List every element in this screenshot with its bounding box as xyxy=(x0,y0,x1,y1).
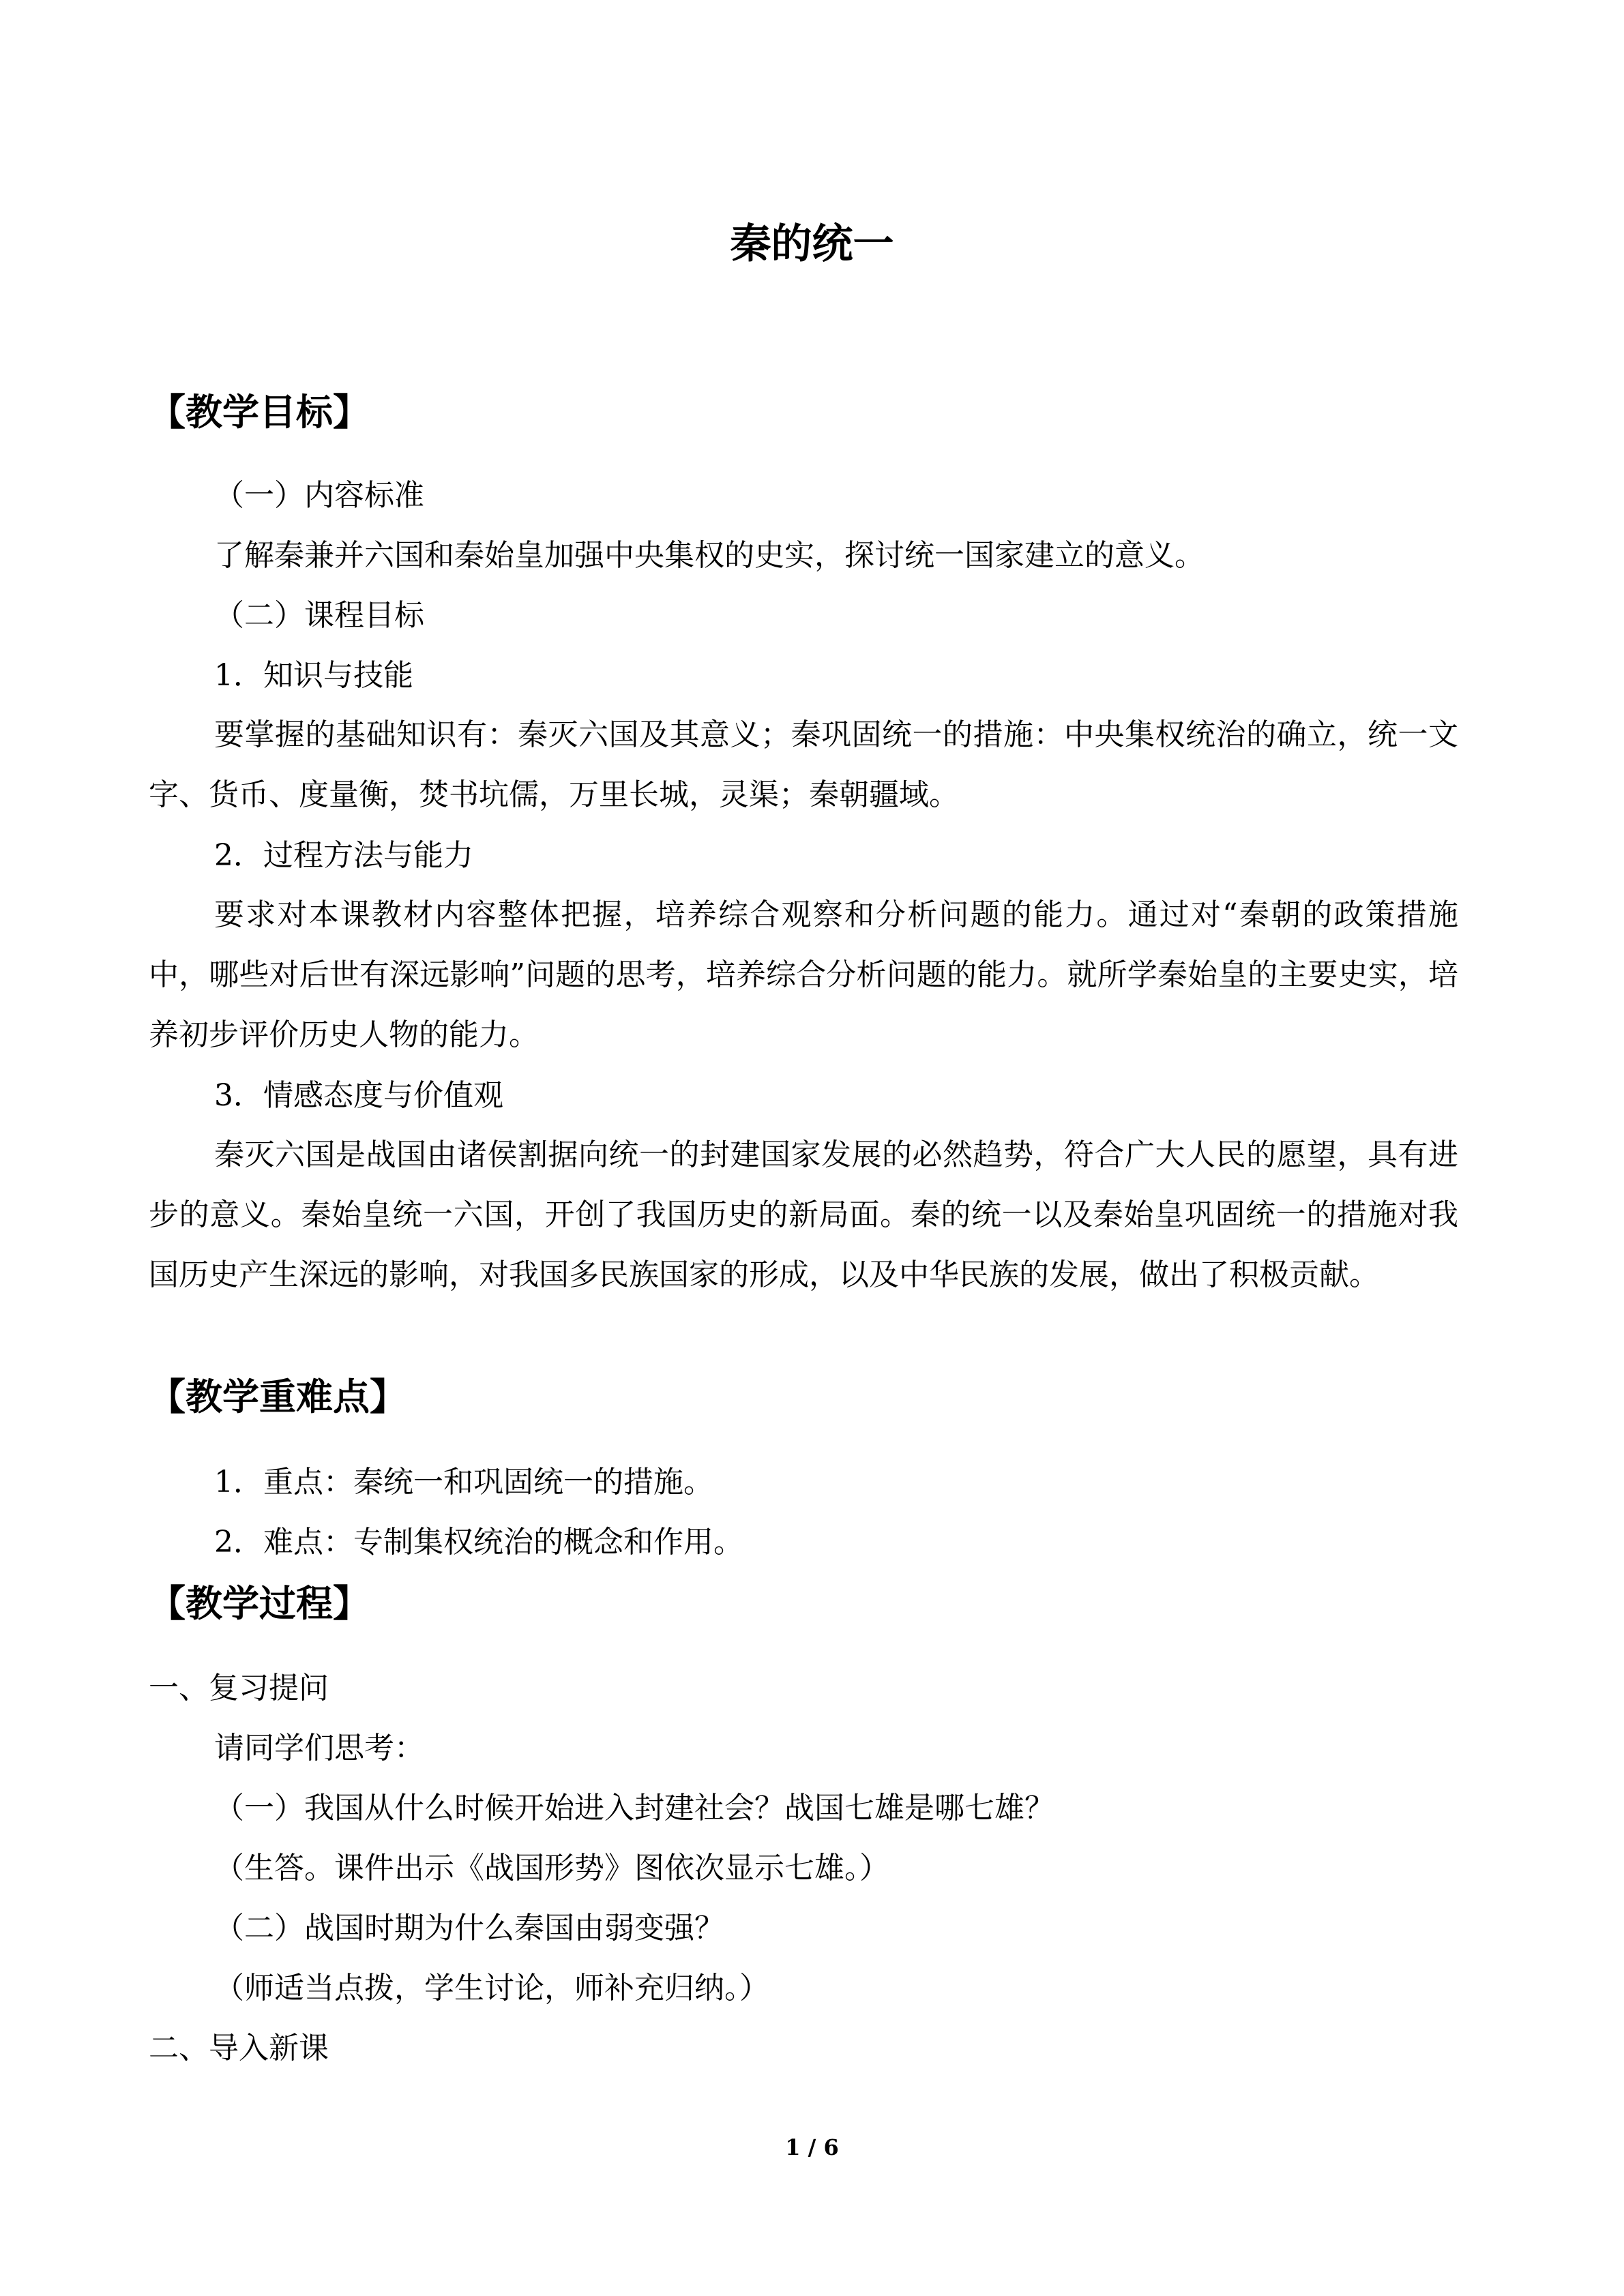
content-standard-text: 了解秦兼并六国和秦始皇加强中央集权的史实，探讨统一国家建立的意义。 xyxy=(214,538,1205,573)
step-review: 一、复习提问 xyxy=(149,1671,329,1705)
document-title: 秦的统一 xyxy=(730,220,894,268)
key-point-focus: 1．重点：秦统一和巩固统一的措施。 xyxy=(214,1465,713,1500)
review-question-2: （二）战国时期为什么秦国由弱变强？ xyxy=(214,1911,724,1945)
goal-item-knowledge: 1．知识与技能 xyxy=(214,658,413,693)
goal-item-values: 3．情感态度与价值观 xyxy=(214,1078,503,1113)
review-prompt: 请同学们思考： xyxy=(214,1731,424,1765)
key-point-difficulty: 2．难点：专制集权统治的概念和作用。 xyxy=(214,1525,743,1560)
review-question-1: （一）我国从什么时候开始进入封建社会？战国七雄是哪七雄？ xyxy=(214,1791,1054,1825)
subheading-course-goals: （二）课程目标 xyxy=(214,598,424,633)
process-paragraph: 要求对本课教材内容整体把握，培养综合观察和分析问题的能力。通过对“秦朝的政策措施中，哪些对后世有深远影响”问题的思考，培养综合分析问题的能力。就所学秦始皇的主要史实，培养初步评价历史人物的能力。 xyxy=(149,897,1458,1052)
review-answer-2: （师适当点拨，学生讨论，师补充归纳。） xyxy=(214,1971,769,2006)
knowledge-paragraph: 要掌握的基础知识有：秦灭六国及其意义；秦巩固统一的措施：中央集权统治的确立，统一文字、货币、度量衡，焚书坑儒，万里长城，灵渠；秦朝疆域。 xyxy=(149,717,1458,812)
step-new-lesson: 二、导入新课 xyxy=(149,2031,329,2066)
subheading-content-standard: （一）内容标准 xyxy=(214,478,424,513)
section-heading-process: 【教学过程】 xyxy=(149,1582,370,1625)
goal-item-process: 2．过程方法与能力 xyxy=(214,838,473,873)
page-number: 1 / 6 xyxy=(785,2134,839,2160)
review-answer-1: （生答。课件出示《战国形势》图依次显示七雄。） xyxy=(214,1851,889,1885)
values-paragraph: 秦灭六国是战国由诸侯割据向统一的封建国家发展的必然趋势，符合广大人民的愿望，具有进步的意义。秦始皇统一六国，开创了我国历史的新局面。秦的统一以及秦始皇巩固统一的措施对我国历史产生深远的影响，对我国多民族国家的形成，以及中华民族的发展，做出了积极贡献。 xyxy=(149,1137,1458,1292)
section-heading-key-points: 【教学重难点】 xyxy=(149,1375,407,1418)
section-heading-objectives: 【教学目标】 xyxy=(149,391,370,434)
